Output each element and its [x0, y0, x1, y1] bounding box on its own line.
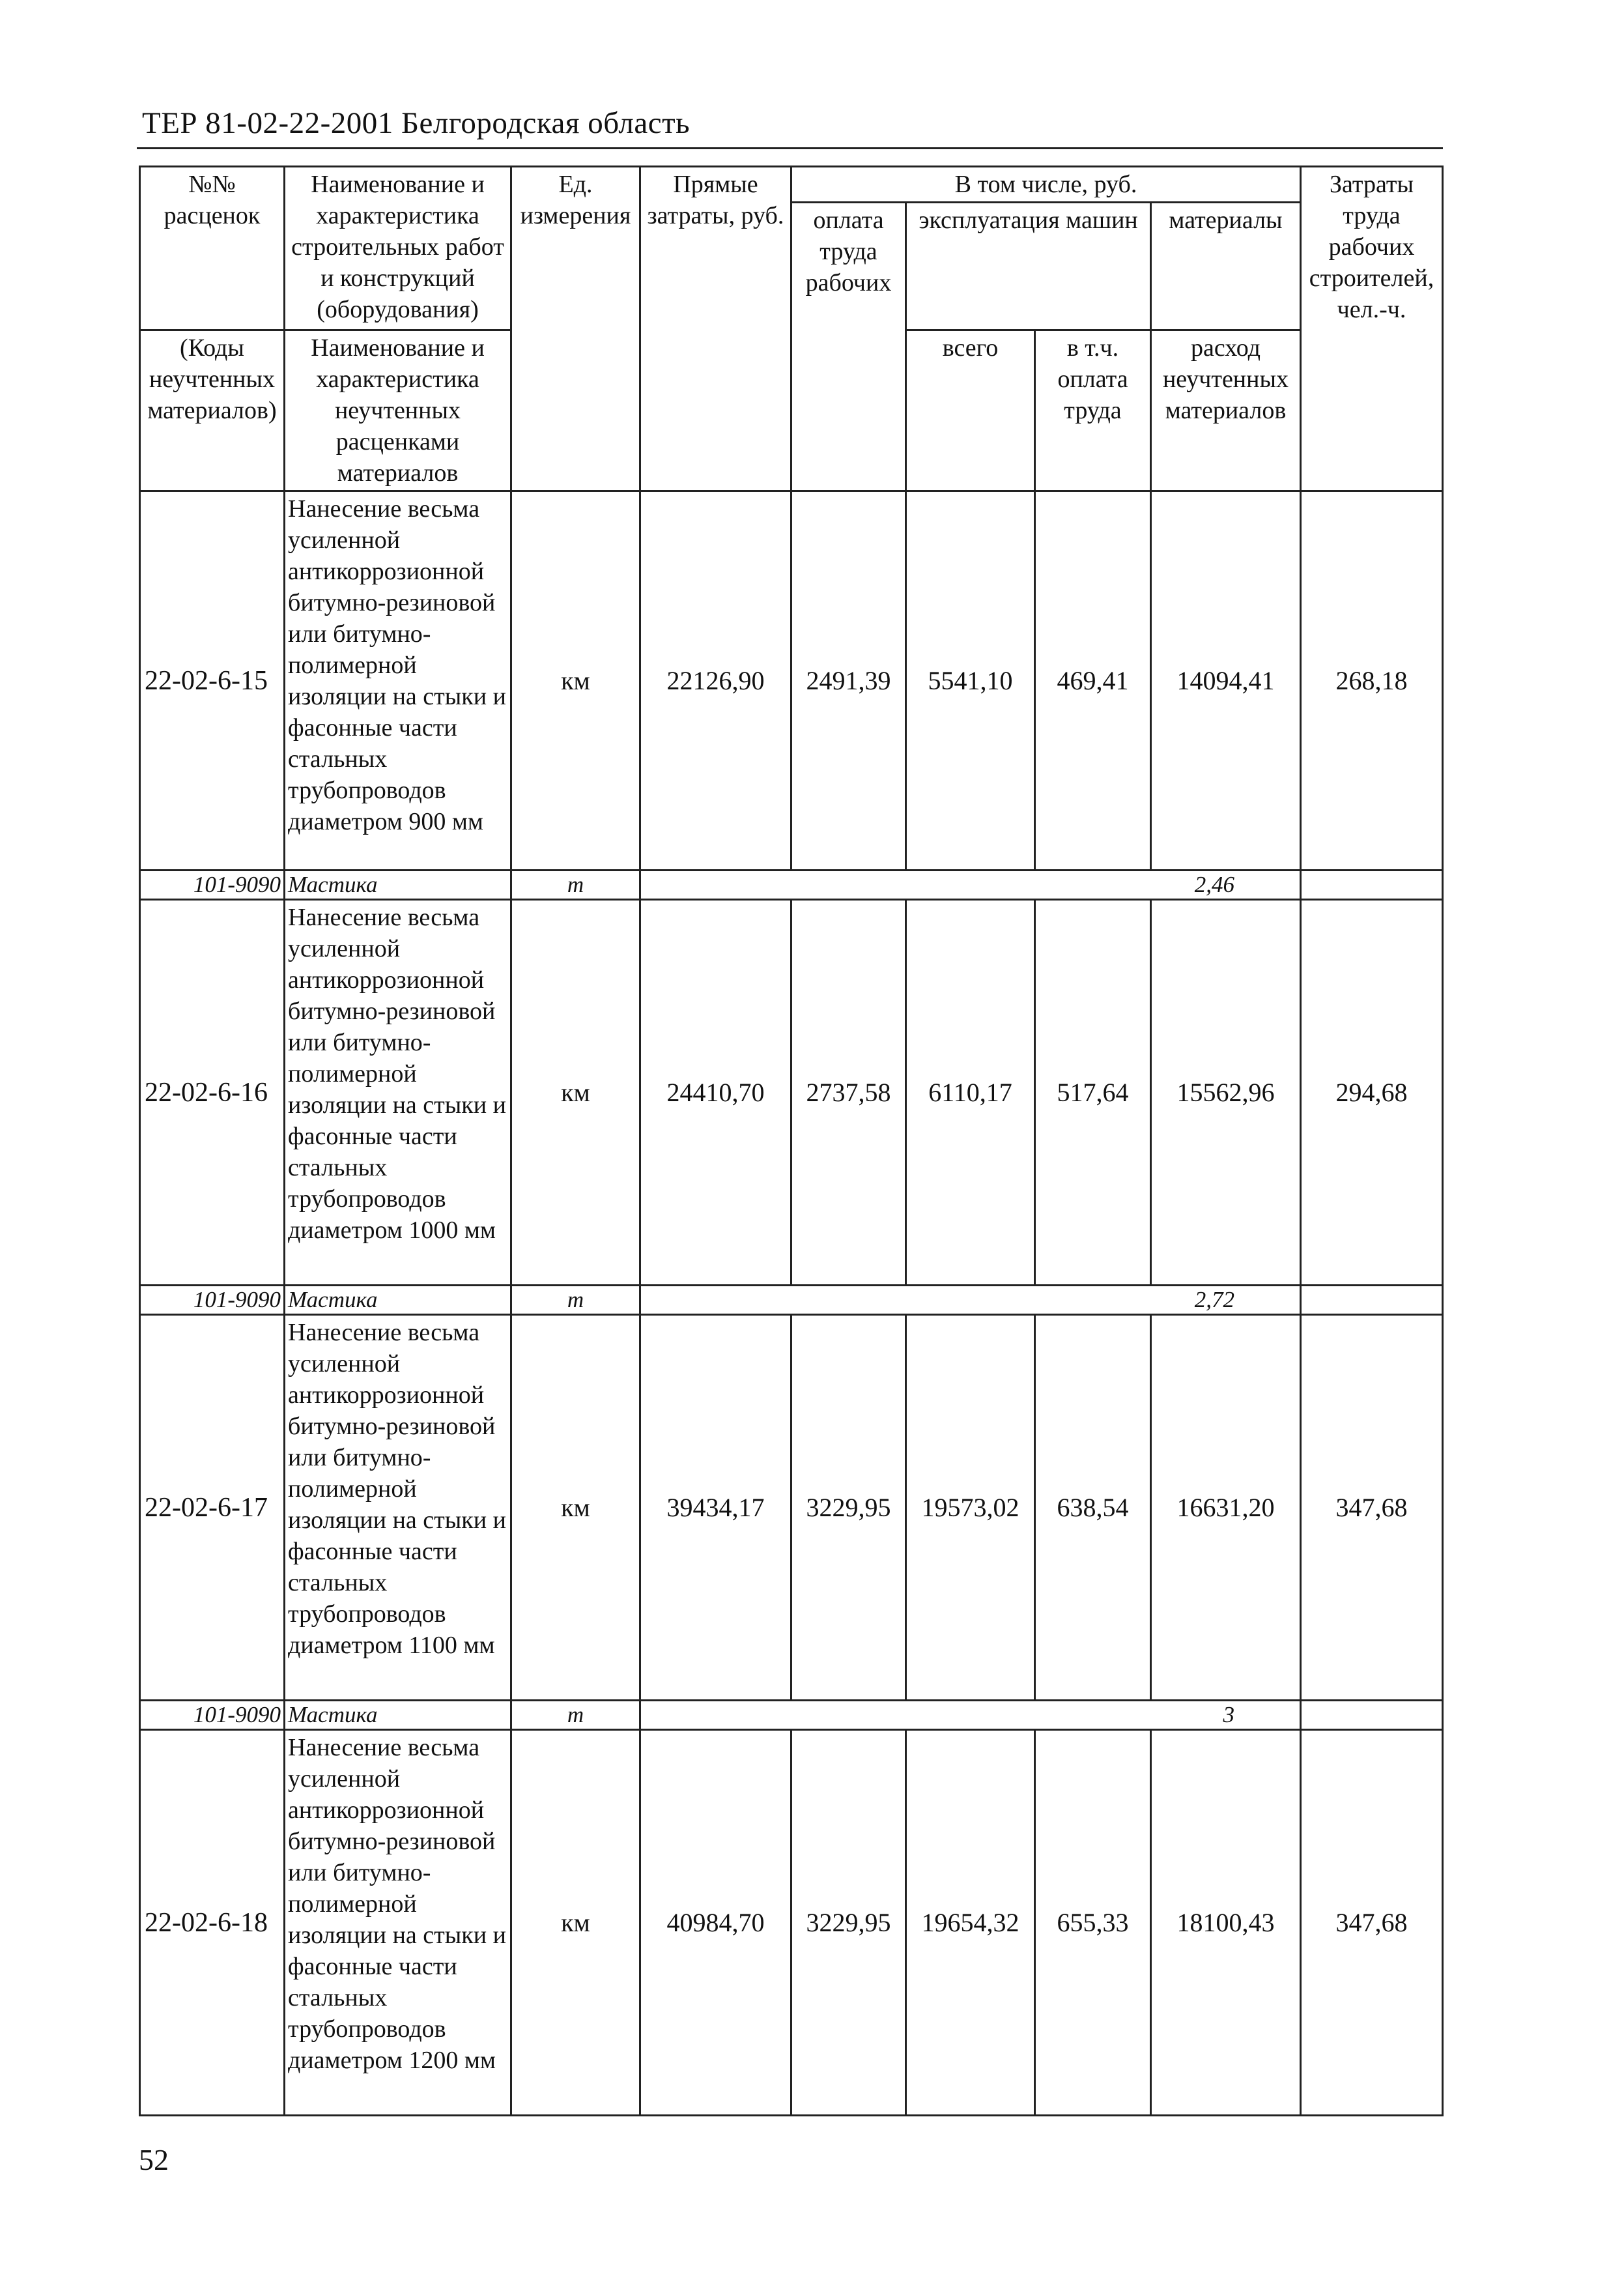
material-code: 101-9090: [140, 871, 285, 900]
header-name-unaccounted: Наименование и характеристика неучтенных расценками материалов: [285, 330, 511, 491]
material-empty-cell: [1301, 871, 1443, 900]
material-code: 101-9090: [140, 1701, 285, 1730]
material-code: 101-9090: [140, 1286, 285, 1315]
rate-code: 22-02-6-15: [140, 491, 285, 871]
material-amount: 2,72: [640, 1286, 1301, 1315]
rate-unit: км: [511, 491, 640, 871]
material-row: [140, 871, 1443, 900]
rate-code: 22-02-6-16: [140, 900, 285, 1286]
material-unit: т: [511, 1286, 640, 1315]
rate-materials: 14094,41: [1151, 491, 1301, 871]
rate-machines-wage: 655,33: [1035, 1730, 1151, 2116]
header-machines-wage: в т.ч. оплата труда: [1035, 330, 1151, 491]
rate-row: [140, 1730, 1443, 2116]
material-row: [140, 1701, 1443, 1730]
rate-unit: км: [511, 1315, 640, 1701]
rates-table: [139, 166, 1444, 2116]
rate-direct: 39434,17: [640, 1315, 791, 1701]
rate-machines-wage: 517,64: [1035, 900, 1151, 1286]
material-row: [140, 1286, 1443, 1315]
rate-unit: км: [511, 900, 640, 1286]
material-unit: т: [511, 871, 640, 900]
page-number: 52: [139, 2143, 169, 2176]
material-empty-cell: [1301, 1286, 1443, 1315]
rate-wage: 2737,58: [791, 900, 906, 1286]
material-empty-cell: [1301, 1701, 1443, 1730]
rate-name: Нанесение весьма усиленной антикоррозионной битумно-резиновой или битумно-полимерной изоляции на стыки и фасонные части стальных трубопроводов диаметром 1000 мм: [285, 900, 511, 1286]
header-materials-unaccounted: расход неучтенных материалов: [1151, 330, 1301, 491]
rate-machines-total: 19573,02: [906, 1315, 1035, 1701]
rate-name: Нанесение весьма усиленной антикоррозионной битумно-резиновой или битумно-полимерной изоляции на стыки и фасонные части стальных трубопроводов диаметром 900 мм: [285, 491, 511, 871]
material-name: Мастика: [285, 1701, 511, 1730]
header-machines: эксплуатация машин: [906, 203, 1151, 330]
material-amount: 3: [640, 1701, 1301, 1730]
rate-unit: км: [511, 1730, 640, 2116]
rate-labor: 294,68: [1301, 900, 1443, 1286]
material-name: Мастика: [285, 1286, 511, 1315]
header-materials: материалы: [1151, 203, 1301, 330]
header-direct: Прямые затраты, руб.: [640, 167, 791, 491]
page-header: ТЕР 81-02-22-2001 Белгородская область: [142, 106, 691, 140]
rate-direct: 24410,70: [640, 900, 791, 1286]
header-labor: Затраты труда рабочих строителей, чел.-ч.: [1301, 167, 1443, 491]
rate-machines-total: 6110,17: [906, 900, 1035, 1286]
header-code: №№ расценок: [140, 167, 285, 330]
rate-machines-total: 5541,10: [906, 491, 1035, 871]
material-unit: т: [511, 1701, 640, 1730]
rate-row: [140, 900, 1443, 1286]
rate-labor: 347,68: [1301, 1730, 1443, 2116]
rate-machines-wage: 469,41: [1035, 491, 1151, 871]
material-name: Мастика: [285, 871, 511, 900]
header-wage: оплата труда рабочих: [791, 203, 906, 491]
rate-direct: 40984,70: [640, 1730, 791, 2116]
rate-machines-wage: 638,54: [1035, 1315, 1151, 1701]
header-code-unaccounted: (Коды неучтенных материалов): [140, 330, 285, 491]
rate-labor: 347,68: [1301, 1315, 1443, 1701]
rate-wage: 2491,39: [791, 491, 906, 871]
rate-row: [140, 1315, 1443, 1701]
material-amount: 2,46: [640, 871, 1301, 900]
rate-code: 22-02-6-18: [140, 1730, 285, 2116]
header-machines-total: всего: [906, 330, 1035, 491]
rate-wage: 3229,95: [791, 1730, 906, 2116]
rate-code: 22-02-6-17: [140, 1315, 285, 1701]
rate-direct: 22126,90: [640, 491, 791, 871]
rate-labor: 268,18: [1301, 491, 1443, 871]
rate-materials: 16631,20: [1151, 1315, 1301, 1701]
rate-materials: 18100,43: [1151, 1730, 1301, 2116]
header-name: Наименование и характеристика строительных работ и конструкций (оборудования): [285, 167, 511, 330]
header-including: В том числе, руб.: [791, 167, 1301, 203]
rate-name: Нанесение весьма усиленной антикоррозионной битумно-резиновой или битумно-полимерной изоляции на стыки и фасонные части стальных трубопроводов диаметром 1100 мм: [285, 1315, 511, 1701]
header-unit: Ед. измерения: [511, 167, 640, 491]
header-rule: [137, 147, 1443, 149]
rate-materials: 15562,96: [1151, 900, 1301, 1286]
rate-machines-total: 19654,32: [906, 1730, 1035, 2116]
rate-row: [140, 491, 1443, 871]
rate-wage: 3229,95: [791, 1315, 906, 1701]
rate-name: Нанесение весьма усиленной антикоррозионной битумно-резиновой или битумно-полимерной изоляции на стыки и фасонные части стальных трубопроводов диаметром 1200 мм: [285, 1730, 511, 2116]
